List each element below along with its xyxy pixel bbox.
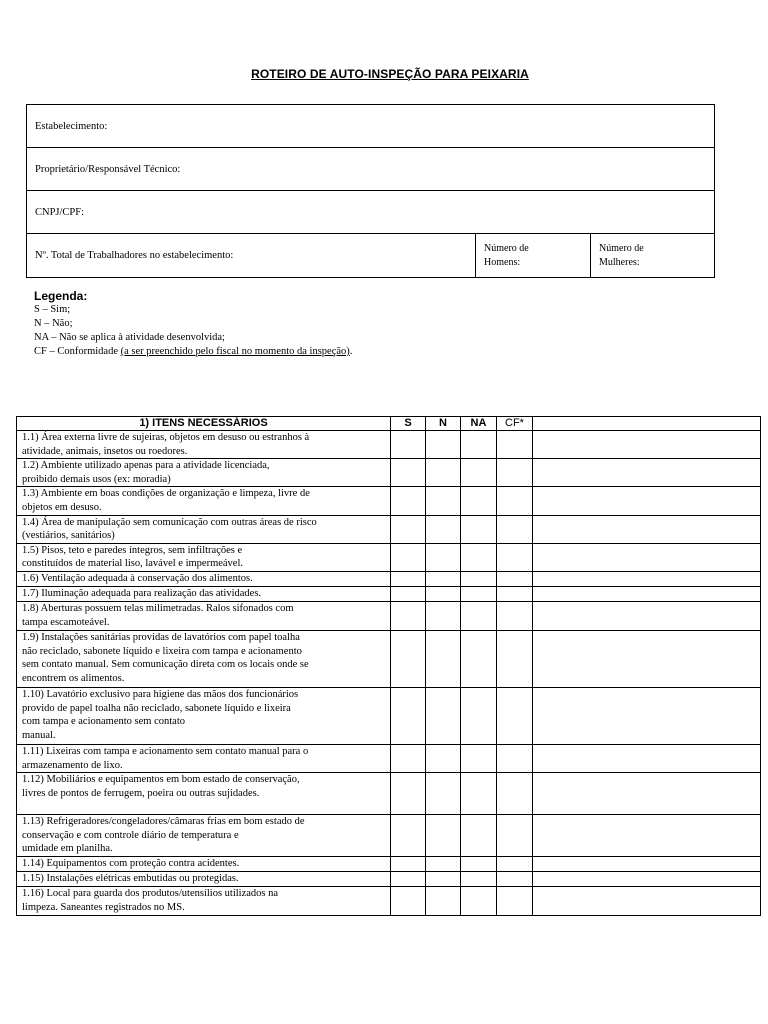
item-description — [17, 459, 391, 487]
cell-n[interactable] — [426, 744, 461, 772]
item-description — [17, 887, 391, 916]
item-description-line: tampa escamoteável. — [22, 616, 110, 628]
cell-na[interactable] — [461, 887, 497, 916]
cell-n[interactable] — [426, 887, 461, 916]
cell-blank[interactable] — [533, 459, 761, 487]
item-description-line: constituídos de material liso, lavável e impermeável. — [22, 558, 244, 570]
women-count-field[interactable] — [591, 234, 715, 278]
cell-cf[interactable] — [497, 601, 533, 630]
cell-s[interactable] — [391, 601, 426, 630]
cell-cf[interactable] — [497, 630, 533, 687]
cell-n[interactable] — [426, 586, 461, 601]
cell-blank[interactable] — [533, 543, 761, 571]
item-description-line: manual. — [22, 729, 56, 741]
cell-blank[interactable] — [533, 687, 761, 744]
item-description-line: 1.2) Ambiente utilizado apenas para a atividade licenciada, — [22, 460, 270, 472]
column-header-n: N — [426, 417, 461, 431]
cell-s[interactable] — [391, 543, 426, 571]
cell-n[interactable] — [426, 773, 461, 815]
cell-s[interactable] — [391, 744, 426, 772]
table-row — [17, 586, 761, 601]
table-row — [17, 887, 761, 916]
item-description-line: objetos em desuso. — [22, 501, 102, 513]
item-description-line: 1.16) Local para guarda dos produtos/utensílios utilizados na — [22, 888, 279, 900]
cell-na[interactable] — [461, 744, 497, 772]
item-description-line: umidade em planilha. — [22, 843, 113, 855]
men-count-field[interactable] — [476, 234, 591, 278]
item-description-line: 1.4) Área de manipulação sem comunicação com outras áreas de risco — [22, 516, 317, 528]
section-header: 1) ITENS NECESSÁRIOS — [17, 417, 391, 431]
table-row — [17, 872, 761, 887]
cell-blank[interactable] — [533, 744, 761, 772]
owner-label: Proprietário/Responsável Técnico: — [35, 163, 181, 175]
cell-cf[interactable] — [497, 571, 533, 586]
cell-cf[interactable] — [497, 687, 533, 744]
cell-cf[interactable] — [497, 744, 533, 772]
legend — [34, 289, 352, 359]
item-description-line: 1.3) Ambiente em boas condições de organização e limpeza, livre de — [22, 488, 310, 500]
cell-s[interactable] — [391, 887, 426, 916]
cell-na[interactable] — [461, 601, 497, 630]
cell-s[interactable] — [391, 773, 426, 815]
item-description — [17, 872, 391, 887]
cell-s[interactable] — [391, 487, 426, 515]
cell-na[interactable] — [461, 586, 497, 601]
legend-s: S – Sim; — [34, 304, 71, 315]
table-row — [17, 773, 761, 815]
legend-cf-prefix: CF – Conformidade — [34, 346, 121, 357]
item-description-line: 1.9) Instalações sanitárias providas de lavatórios com papel toalha — [22, 631, 300, 643]
cell-n[interactable] — [426, 515, 461, 543]
cell-n[interactable] — [426, 543, 461, 571]
women-count-label-line2: Mulheres: — [599, 256, 640, 268]
cell-s[interactable] — [391, 872, 426, 887]
establishment-info-table — [26, 104, 715, 278]
cell-blank[interactable] — [533, 887, 761, 916]
table-row — [17, 601, 761, 630]
cell-blank[interactable] — [533, 571, 761, 586]
cell-na[interactable] — [461, 872, 497, 887]
cell-n[interactable] — [426, 687, 461, 744]
table-row — [17, 857, 761, 872]
item-description — [17, 487, 391, 515]
cell-cf[interactable] — [497, 815, 533, 857]
legend-na: NA – Não se aplica à atividade desenvolvida; — [34, 332, 225, 343]
establishment-row — [27, 105, 715, 148]
item-description — [17, 857, 391, 872]
cell-na[interactable] — [461, 459, 497, 487]
total-workers-field[interactable] — [27, 234, 476, 278]
cell-na[interactable] — [461, 815, 497, 857]
cell-s[interactable] — [391, 815, 426, 857]
cell-s[interactable] — [391, 586, 426, 601]
item-description-line: 1.13) Refrigeradores/congeladores/câmaras frias em bom estado de — [22, 816, 305, 828]
item-description-line: 1.6) Ventilação adequada à conservação dos alimentos. — [22, 572, 253, 584]
item-description-line: com tampa e acionamento sem contato — [22, 716, 185, 728]
item-description — [17, 601, 391, 630]
inspection-items-table — [16, 416, 761, 916]
table-row — [17, 687, 761, 744]
cell-n[interactable] — [426, 872, 461, 887]
item-description — [17, 815, 391, 857]
cell-s[interactable] — [391, 431, 426, 459]
item-description-line: 1.10) Lavatório exclusivo para higiene das mãos dos funcionários — [22, 688, 299, 700]
table-row — [17, 815, 761, 857]
cell-cf[interactable] — [497, 487, 533, 515]
item-description-line: 1.1) Área externa livre de sujeiras, objetos em desuso ou estranhos à — [22, 432, 310, 443]
cell-s[interactable] — [391, 515, 426, 543]
item-description — [17, 571, 391, 586]
cell-cf[interactable] — [497, 887, 533, 916]
cell-blank[interactable] — [533, 487, 761, 515]
cnpj-label: CNPJ/CPF: — [35, 206, 85, 218]
item-description-line: encontrem os alimentos. — [22, 672, 125, 684]
item-description — [17, 431, 391, 459]
cell-cf[interactable] — [497, 459, 533, 487]
cell-na[interactable] — [461, 431, 497, 459]
women-count-label-line1: Número de — [599, 242, 644, 254]
cell-n[interactable] — [426, 630, 461, 687]
item-description — [17, 687, 391, 744]
men-count-label-line2: Homens: — [484, 256, 521, 268]
cell-cf[interactable] — [497, 857, 533, 872]
owner-field[interactable] — [27, 148, 715, 191]
item-description — [17, 630, 391, 687]
legend-cf-suffix: . — [349, 346, 353, 357]
cell-blank[interactable] — [533, 601, 761, 630]
cell-n[interactable] — [426, 857, 461, 872]
owner-row — [27, 148, 715, 191]
cell-na[interactable] — [461, 543, 497, 571]
cell-n[interactable] — [426, 601, 461, 630]
item-description-line: 1.14) Equipamentos com proteção contra acidentes. — [22, 858, 240, 870]
item-description-line: 1.15) Instalações elétricas embutidas ou protegidas. — [22, 873, 239, 885]
item-description-line: 1.12) Mobiliários e equipamentos em bom estado de conservação, — [22, 774, 300, 786]
cell-cf[interactable] — [497, 773, 533, 815]
item-description-line: limpeza. Saneantes registrados no MS. — [22, 901, 185, 913]
items-header-row — [17, 417, 761, 431]
cell-cf[interactable] — [497, 515, 533, 543]
legend-title: Legenda: — [34, 289, 88, 303]
cell-na[interactable] — [461, 515, 497, 543]
cell-na[interactable] — [461, 857, 497, 872]
item-description-line: provido de papel toalha não reciclado, sabonete líquido e lixeira — [22, 702, 291, 714]
cell-s[interactable] — [391, 459, 426, 487]
men-count-label-line1: Número de — [484, 242, 529, 254]
table-row — [17, 630, 761, 687]
cell-blank[interactable] — [533, 872, 761, 887]
cell-cf[interactable] — [497, 872, 533, 887]
legend-cf-note: (a ser preenchido pelo fiscal no momento da inspeção) — [120, 346, 350, 357]
column-header-na: NA — [461, 417, 497, 431]
cell-n[interactable] — [426, 431, 461, 459]
establishment-label: Estabelecimento: — [35, 120, 108, 132]
item-description-line: conservação e com controle diário de temperatura e — [22, 829, 239, 841]
cell-s[interactable] — [391, 857, 426, 872]
cell-s[interactable] — [391, 571, 426, 586]
column-header-s: S — [391, 417, 426, 431]
cell-na[interactable] — [461, 687, 497, 744]
total-workers-label: Nº. Total de Trabalhadores no estabelecimento: — [35, 250, 234, 261]
item-description — [17, 586, 391, 601]
item-description-line: proibido demais usos (ex: moradia) — [22, 473, 171, 485]
item-description — [17, 744, 391, 772]
table-row — [17, 515, 761, 543]
table-row — [17, 571, 761, 586]
workers-row — [27, 234, 715, 278]
establishment-field[interactable] — [27, 105, 715, 148]
document-title: ROTEIRO DE AUTO-INSPEÇÃO PARA PEIXARIA — [251, 67, 529, 81]
legend-n: N – Não; — [34, 318, 73, 329]
table-row — [17, 543, 761, 571]
cell-blank[interactable] — [533, 515, 761, 543]
cell-blank[interactable] — [533, 815, 761, 857]
item-description-line: armazenamento de lixo. — [22, 759, 123, 771]
cell-na[interactable] — [461, 487, 497, 515]
column-header-cf: CF* — [497, 417, 533, 431]
item-description — [17, 773, 391, 815]
cell-cf[interactable] — [497, 543, 533, 571]
item-description-line: 1.11) Lixeiras com tampa e acionamento sem contato manual para o — [22, 745, 309, 757]
item-description-line: (vestiários, sanitários) — [22, 530, 115, 542]
table-row — [17, 431, 761, 459]
cell-na[interactable] — [461, 571, 497, 586]
item-description-line: atividade, animais, insetos ou roedores. — [22, 445, 188, 457]
item-description-line: livres de pontos de ferrugem, poeira ou outras sujidades. — [22, 787, 260, 799]
items-body — [17, 431, 761, 916]
item-description — [17, 543, 391, 571]
cell-blank[interactable] — [533, 773, 761, 815]
cell-cf[interactable] — [497, 586, 533, 601]
cell-n[interactable] — [426, 459, 461, 487]
cell-blank[interactable] — [533, 857, 761, 872]
cell-s[interactable] — [391, 630, 426, 687]
cell-n[interactable] — [426, 487, 461, 515]
cell-na[interactable] — [461, 630, 497, 687]
cell-n[interactable] — [426, 571, 461, 586]
cnpj-row — [27, 191, 715, 234]
item-description-line: 1.5) Pisos, teto e paredes íntegros, sem infiltrações e — [22, 544, 243, 556]
cell-n[interactable] — [426, 815, 461, 857]
cell-blank[interactable] — [533, 630, 761, 687]
item-description — [17, 515, 391, 543]
item-description-line: 1.7) Iluminação adequada para realização das atividades. — [22, 587, 262, 599]
cell-s[interactable] — [391, 687, 426, 744]
table-row — [17, 487, 761, 515]
table-row — [17, 744, 761, 772]
column-header-blank — [533, 417, 761, 431]
table-row — [17, 459, 761, 487]
legend-cf — [34, 345, 352, 359]
cell-na[interactable] — [461, 773, 497, 815]
item-description-line: sem contato manual. Sem comunicação direta com os locais onde se — [22, 659, 309, 671]
cell-cf[interactable] — [497, 431, 533, 459]
item-description-line: não reciclado, sabonete líquido e lixeira com tampa e acionamento — [22, 645, 302, 657]
cnpj-field[interactable] — [27, 191, 715, 234]
cell-blank[interactable] — [533, 586, 761, 601]
item-description-line: 1.8) Aberturas possuem telas milimetradas. Ralos sifonados com — [22, 602, 294, 614]
cell-blank[interactable] — [533, 431, 761, 459]
